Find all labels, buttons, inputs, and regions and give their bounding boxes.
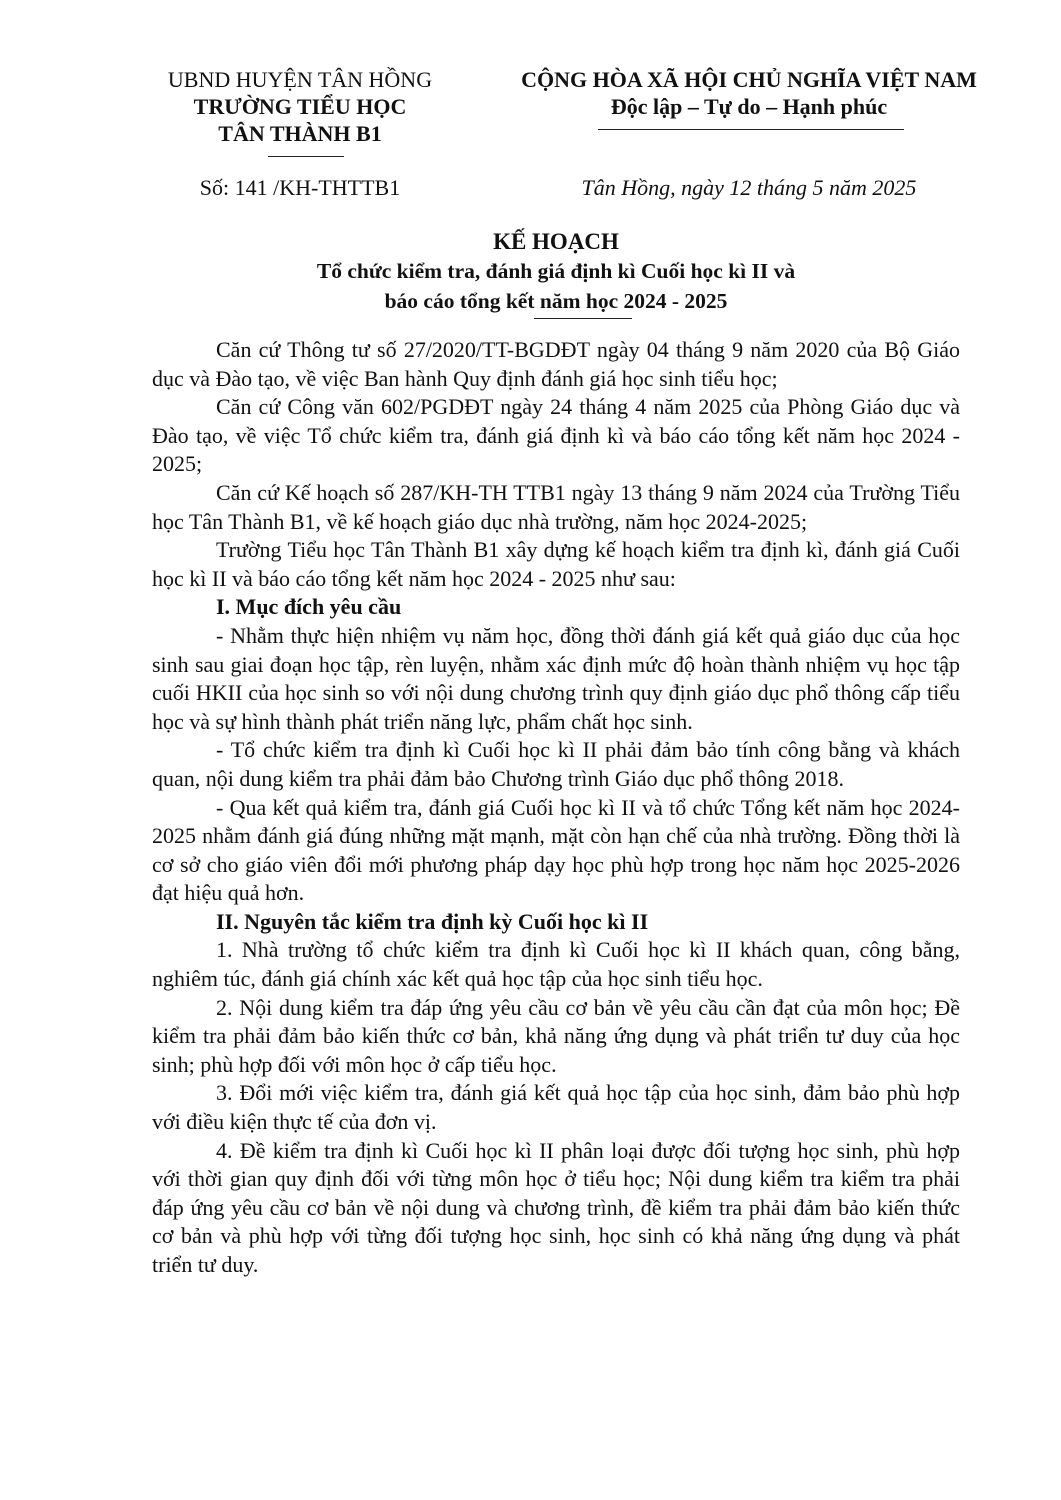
section-1-item: - Qua kết quả kiểm tra, đánh giá Cuối học kì II và tổ chức Tổng kết năm học 2024-2025 nhằm đánh giá đúng những mặt mạnh, mặt còn hạn chế của nhà trường. Đồng thời là cơ sở cho giáo viên đổi mới phương pháp dạy học phù hợp trong học năm học 2025-2026 đạt hiệu quả hơn. <box>152 794 960 906</box>
intro-paragraph: Trường Tiểu học Tân Thành B1 xây dựng kế hoạch kiểm tra định kì, đánh giá Cuối học kì II và báo cáo tổng kết năm học 2024 - 2025 như sau: <box>152 537 960 591</box>
section-1-heading: I. Mục đích yêu cầu <box>216 594 402 620</box>
nation-title: CỘNG HÒA XÃ HỘI CHỦ NGHĨA VIỆT NAM <box>521 67 977 92</box>
motto-underline <box>598 129 904 130</box>
title-underline <box>534 318 632 319</box>
section-2-item: 3. Đổi mới việc kiểm tra, đánh giá kết quả học tập của học sinh, đảm bảo phù hợp với điều kiện thực tế của đơn vị. <box>152 1080 960 1135</box>
org-line-3: TÂN THÀNH B1 <box>218 121 382 146</box>
org-line-2: TRƯỜNG TIỂU HỌC <box>193 94 407 119</box>
section-2-heading: II. Nguyên tắc kiểm tra định kỳ Cuối học kì II <box>216 908 649 934</box>
document-subtitle-1: Tổ chức kiểm tra, đánh giá định kì Cuối học kì II và <box>316 259 796 283</box>
basis-paragraph: Căn cứ Kế hoạch số 287/KH-TH TTB1 ngày 13 tháng 9 năm 2024 của Trường Tiểu học Tân Thành B1, về kế hoạch giáo dục nhà trường, năm học 2024-2025; <box>152 479 960 534</box>
document-number: Số: 141 /KH-THTTB1 <box>199 175 401 200</box>
national-header <box>498 66 1000 120</box>
place-date: Tân Hồng, ngày 12 tháng 5 năm 2025 <box>581 175 917 200</box>
org-underline <box>268 156 344 157</box>
document-body <box>152 336 960 1280</box>
section-2-item: 4. Đề kiểm tra định kì Cuối học kì II phân loại được đối tượng học sinh, phù hợp với thời gian quy định đối với từng môn học ở tiểu học; Nội dung kiểm tra kiểm tra phải đáp ứng yêu cầu cơ bản về nội dung và chương trình, đề kiểm tra phải đảm bảo kiến thức cơ bản và phù hợp với từng đối tượng học sinh, học sinh có khả năng ứng dụng và phát triển tư duy. <box>152 1137 960 1277</box>
basis-paragraph: Căn cứ Công văn 602/PGDĐT ngày 24 tháng 4 năm 2025 của Phòng Giáo dục và Đào tạo, về việc Tổ chức kiểm tra, đánh giá định kì và báo cáo tổng kết năm học 2024 - 2025; <box>152 394 960 477</box>
org-line-1: UBND HUYỆN TÂN HỒNG <box>167 67 433 92</box>
section-1-item: - Tổ chức kiểm tra định kì Cuối học kì II phải đảm bảo tính công bằng và khách quan, nội dung kiểm tra phải đảm bảo Chương trình Giáo dục phổ thông 2018. <box>152 737 960 791</box>
section-2-item: 2. Nội dung kiểm tra đáp ứng yêu cầu cơ bản về yêu cầu cần đạt của môn học; Đề kiểm tra phải đảm bảo kiến thức cơ bản, khả năng ứng dụng và phát triển tư duy của học sinh; phù hợp đối với môn học ở cấp tiểu học. <box>152 994 960 1077</box>
basis-paragraph: Căn cứ Thông tư số 27/2020/TT-BGDĐT ngày 04 tháng 9 năm 2020 của Bộ Giáo dục và Đào tạo, về việc Ban hành Quy định đánh giá học sinh tiểu học; <box>152 337 960 391</box>
document-title-block <box>152 228 960 316</box>
section-2-item: 1. Nhà trường tổ chức kiểm tra định kì Cuối học kì II khách quan, công bằng, nghiêm túc, đánh giá chính xác kết quả học tập của học sinh tiểu học. <box>152 937 960 992</box>
national-motto: Độc lập – Tự do – Hạnh phúc <box>610 94 888 119</box>
issuing-authority <box>140 66 460 147</box>
document-title: KẾ HOẠCH <box>493 229 619 254</box>
document-subtitle-2: báo cáo tổng kết năm học 2024 - 2025 <box>384 289 728 313</box>
section-1-item: - Nhằm thực hiện nhiệm vụ năm học, đồng thời đánh giá kết quả giáo dục của học sinh sau giai đoạn học tập, rèn luyện, nhằm xác định mức độ hoàn thành nhiệm vụ học tập cuối HKII của học sinh so với nội dung chương trình quy định giáo dục phổ thông cấp tiểu học và sự hình thành phát triển năng lực, phẩm chất học sinh. <box>152 622 960 734</box>
